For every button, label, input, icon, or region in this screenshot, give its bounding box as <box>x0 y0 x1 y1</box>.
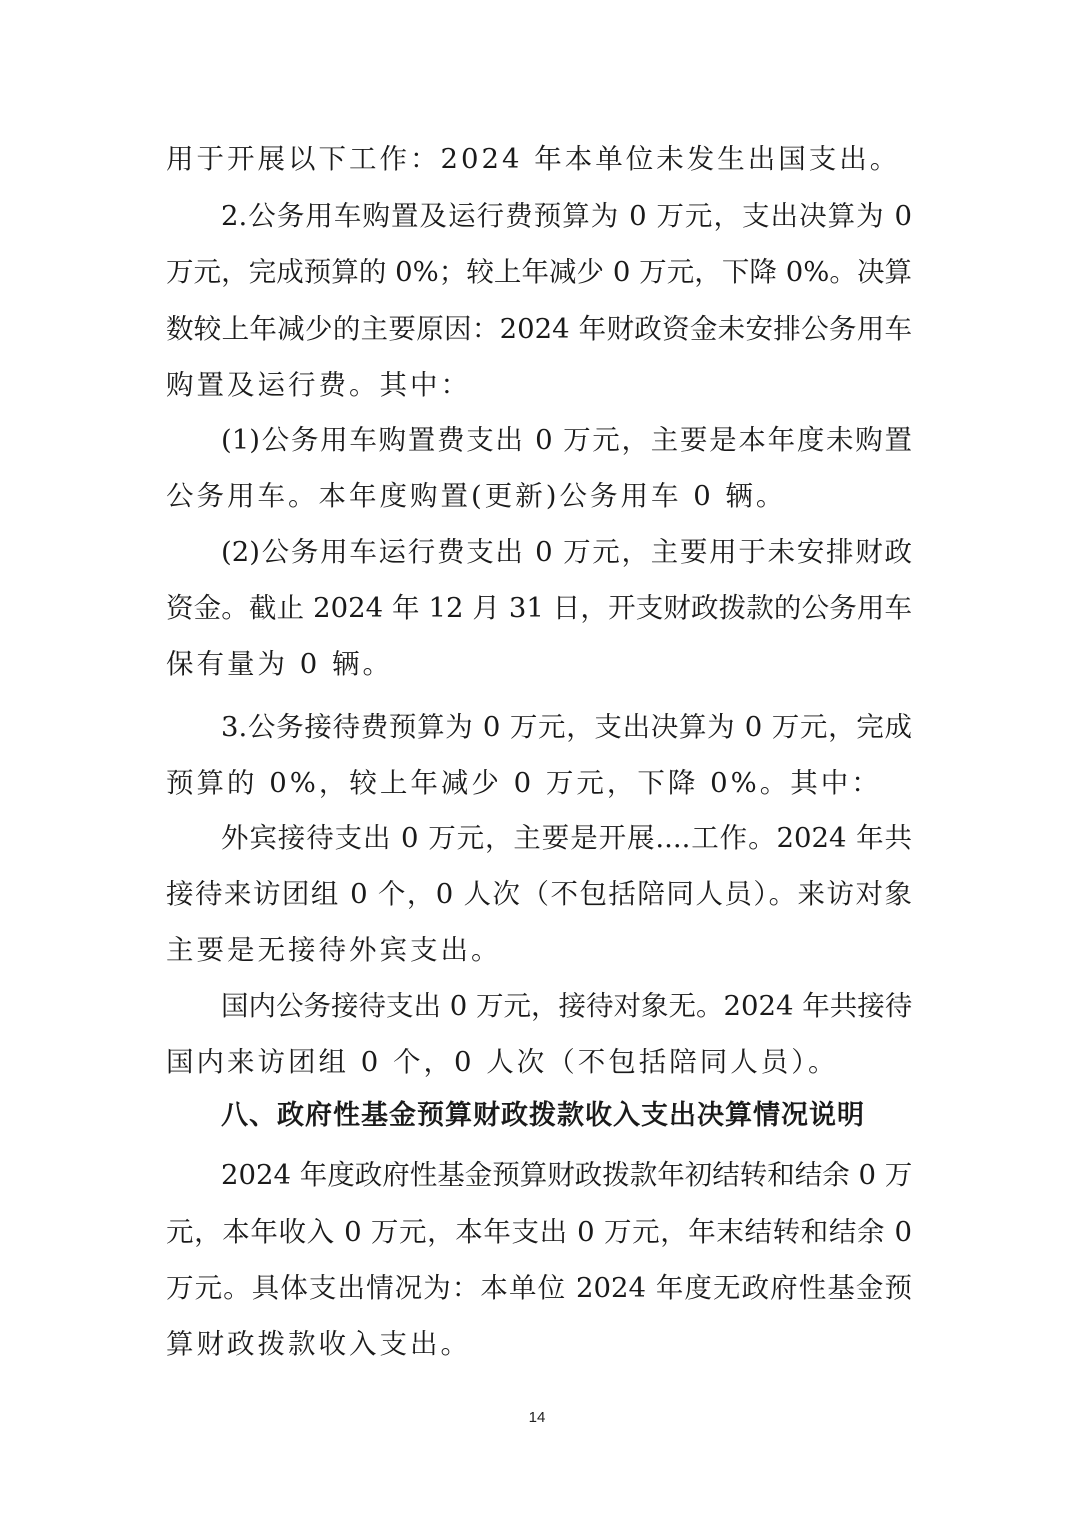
paragraph-line: 购置及运行费。其中： <box>166 369 471 401</box>
paragraph-line: 3.公务接待费预算为 0 万元，支出决算为 0 万元，完成 <box>221 711 912 743</box>
page-number: 14 <box>528 1409 546 1426</box>
paragraph-line: 用于开展以下工作：2024 年本单位未发生出国支出。 <box>166 143 901 175</box>
paragraph-line: 数较上年减少的主要原因：2024 年财政资金未安排公务用车 <box>166 313 912 345</box>
paragraph-line: 元，本年收入 0 万元，本年支出 0 万元，年末结转和结余 0 <box>166 1216 912 1248</box>
paragraph-line: 预算的 0%，较上年减少 0 万元，下降 0%。其中： <box>166 767 882 799</box>
paragraph-line: 2.公务用车购置及运行费预算为 0 万元，支出决算为 0 <box>221 200 912 232</box>
paragraph-line: 2024 年度政府性基金预算财政拨款年初结转和结余 0 万 <box>221 1159 912 1191</box>
paragraph-line: 接待来访团组 0 个，0 人次（不包括陪同人员）。来访对象 <box>166 878 912 910</box>
paragraph-line: 保有量为 0 辆。 <box>166 648 393 680</box>
paragraph-line: 外宾接待支出 0 万元，主要是开展....工作。2024 年共 <box>221 822 912 854</box>
paragraph-line: (2)公务用车运行费支出 0 万元，主要用于未安排财政 <box>221 536 912 568</box>
paragraph-line: (1)公务用车购置费支出 0 万元，主要是本年度未购置 <box>221 424 912 456</box>
paragraph-line: 万元，完成预算的 0%；较上年减少 0 万元，下降 0%。决算 <box>166 256 912 288</box>
paragraph-line: 资金。截止 2024 年 12 月 31 日，开支财政拨款的公务用车 <box>166 592 912 624</box>
paragraph-line: 国内来访团组 0 个，0 人次（不包括陪同人员）。 <box>166 1046 839 1078</box>
paragraph-line: 主要是无接待外宾支出。 <box>166 934 502 966</box>
paragraph-line: 算财政拨款收入支出。 <box>166 1328 471 1360</box>
section-heading: 八、政府性基金预算财政拨款收入支出决算情况说明 <box>221 1100 865 1131</box>
paragraph-line: 国内公务接待支出 0 万元，接待对象无。2024 年共接待 <box>221 990 912 1022</box>
paragraph-line: 公务用车。本年度购置(更新)公务用车 0 辆。 <box>166 480 787 512</box>
paragraph-line: 万元。具体支出情况为：本单位 2024 年度无政府性基金预 <box>166 1272 912 1304</box>
